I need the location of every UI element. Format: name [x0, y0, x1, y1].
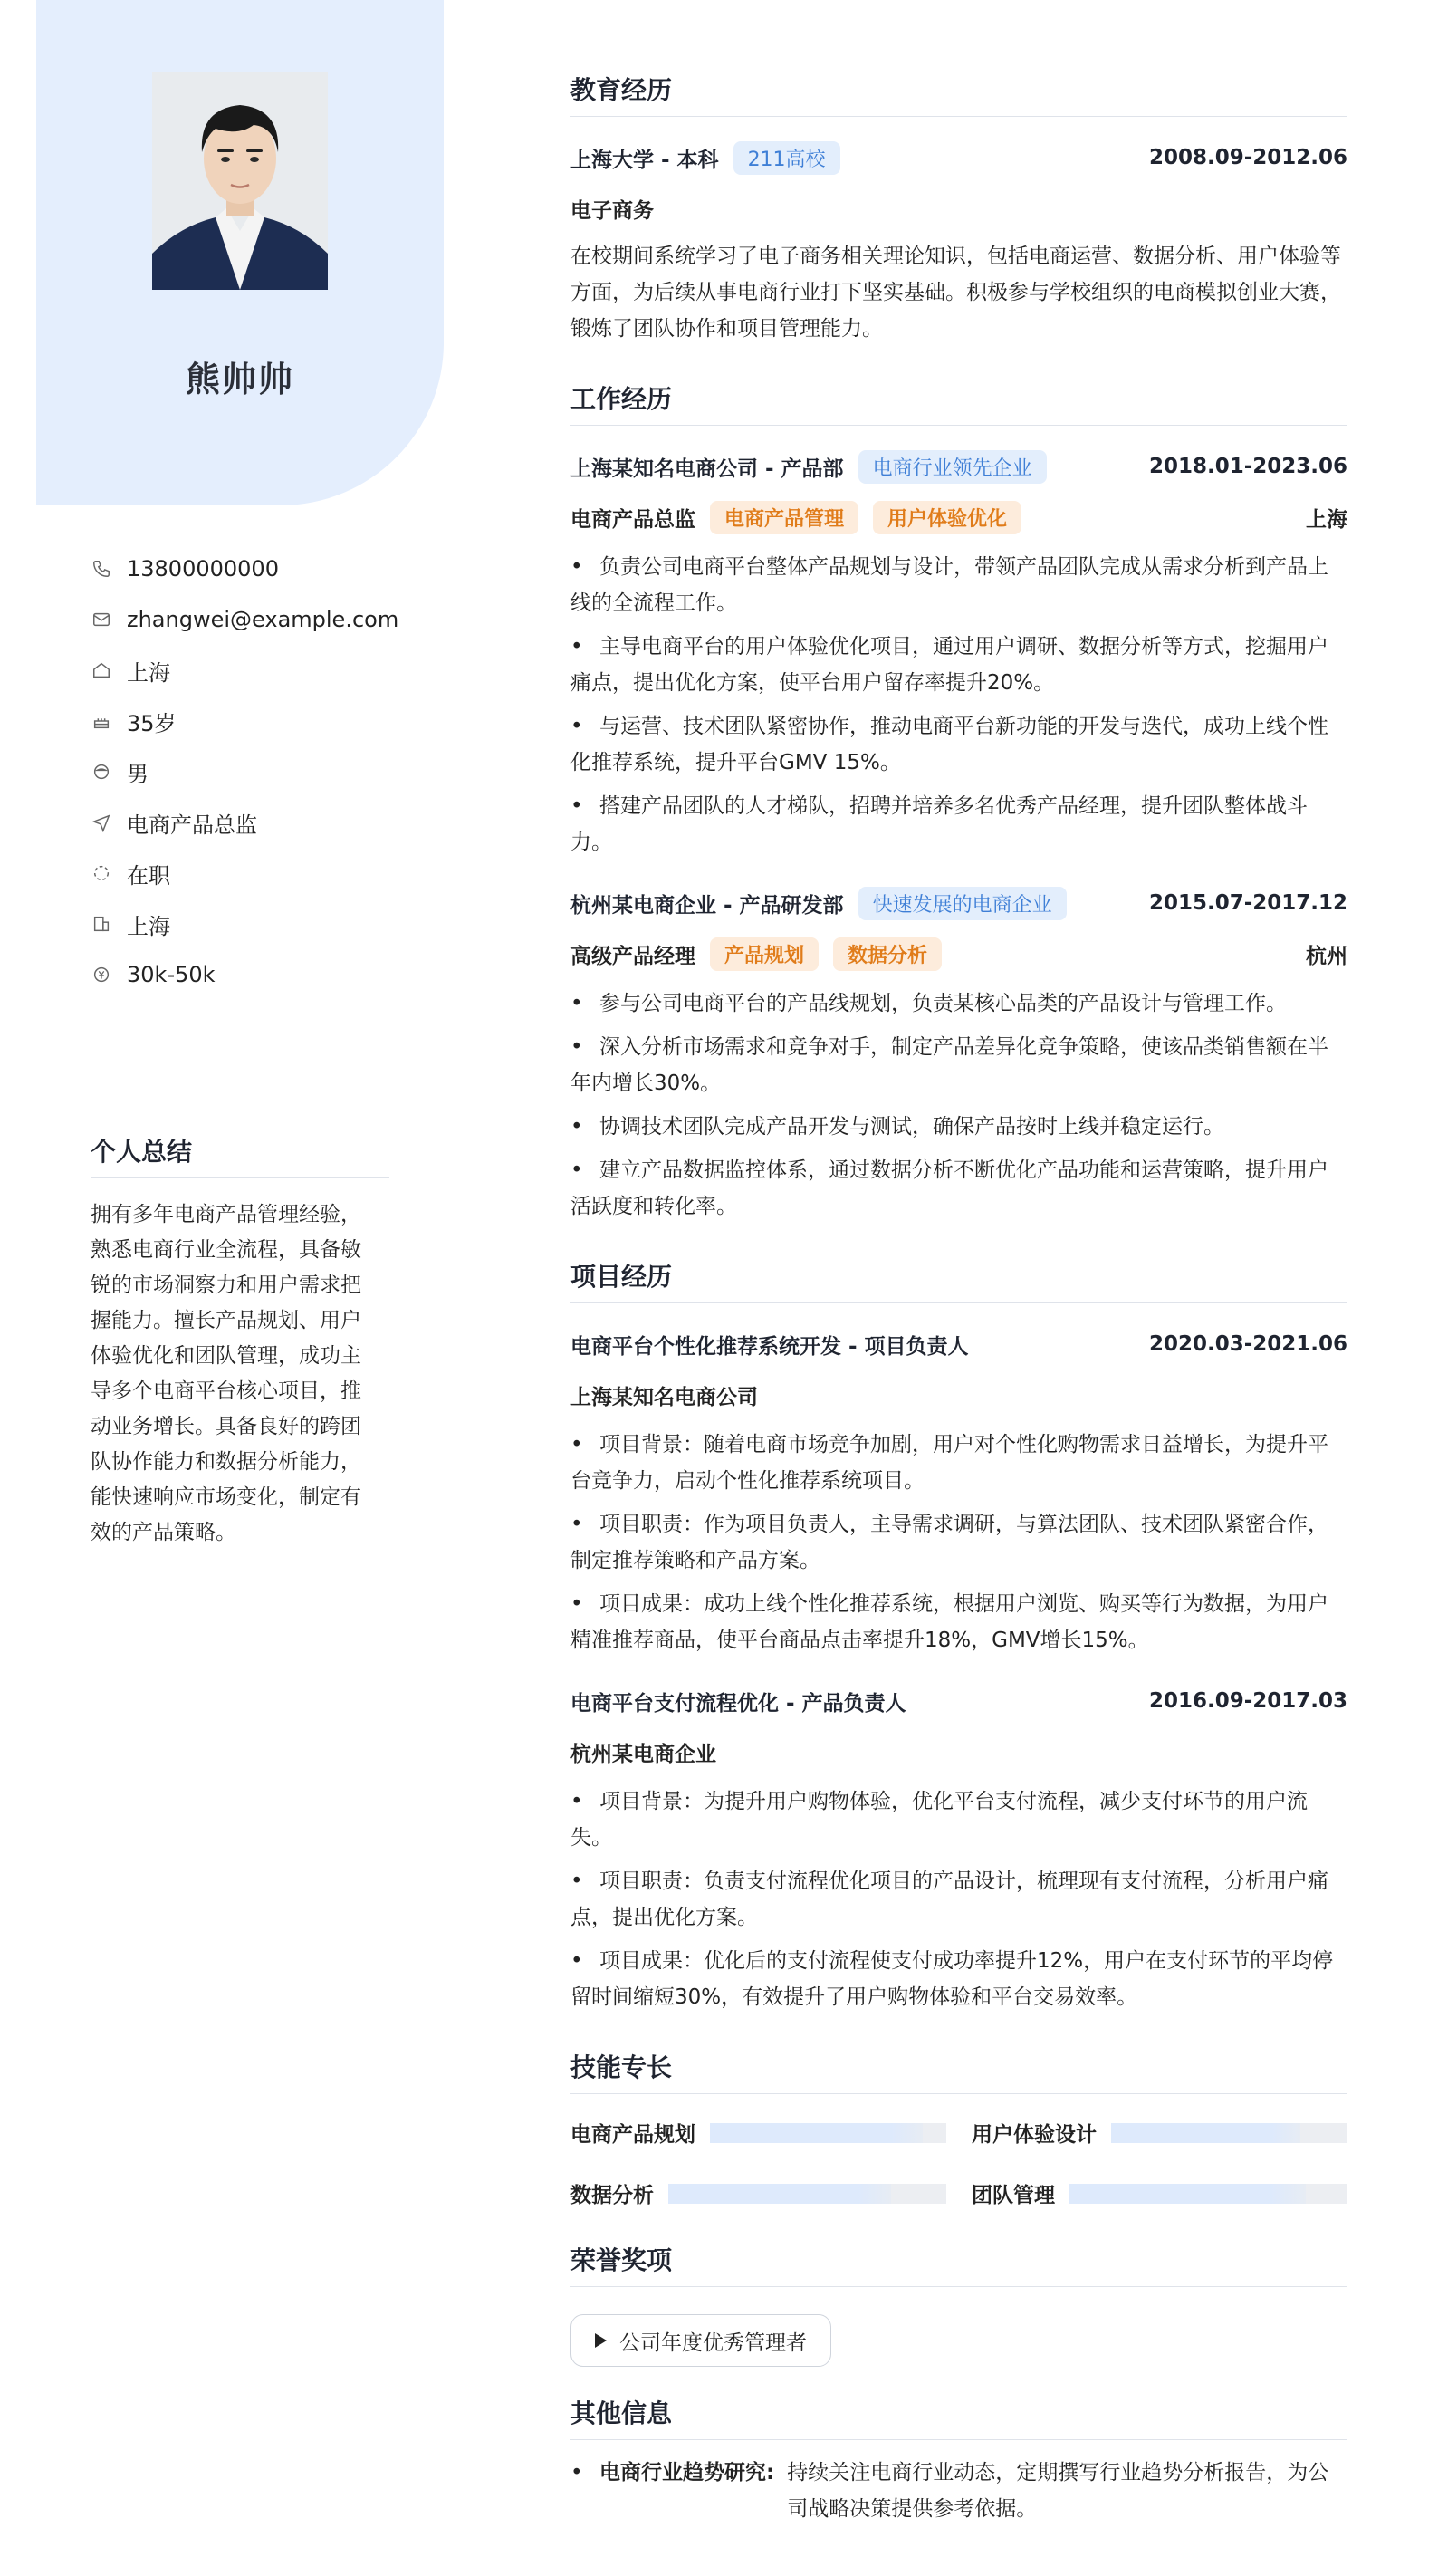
award-label: 公司年度优秀管理者 — [619, 2331, 807, 2355]
skills-title: 技能专长 — [570, 2048, 1347, 2094]
mail-icon — [91, 609, 112, 630]
play-triangle-icon — [595, 2333, 607, 2348]
education-header — [570, 140, 1347, 175]
status-icon — [91, 862, 112, 884]
work-skill-tag: 数据分析 — [833, 937, 942, 971]
skill-bar-fill — [668, 2184, 891, 2204]
work-company: 杭州某电商企业 - 产品研发部 — [570, 893, 844, 918]
contact-gender-text: 男 — [127, 761, 149, 787]
list-item: • 项目职责：作为项目负责人，主导需求调研，与算法团队、技术团队紧密合作，制定推荐策略和产品方案。 — [570, 1506, 1347, 1579]
work-role-row — [570, 500, 1347, 534]
contact-status — [91, 848, 389, 899]
contact-position — [91, 797, 389, 848]
project-item — [570, 1327, 1347, 1658]
list-item: • 深入分析市场需求和竞争对手，制定产品差异化竞争策略，使该品类销售额在半年内增长30%。 — [570, 1029, 1347, 1101]
phone-icon — [91, 558, 112, 580]
main-content — [570, 71, 1347, 2560]
skill-bar — [1069, 2184, 1347, 2204]
contact-phone-text: 13800000000 — [127, 556, 279, 582]
list-item: • 与运营、技术团队紧密协作，推动电商平台新功能的开发与迭代，成功上线个性化推荐系统，提升平台GMV 15%。 — [570, 708, 1347, 781]
work-item — [570, 886, 1347, 1225]
contact-location-text: 上海 — [127, 659, 170, 686]
work-title: 工作经历 — [570, 380, 1347, 426]
skill-name: 数据分析 — [570, 2184, 654, 2207]
work-item-header — [570, 886, 1347, 920]
other-item-value: 持续关注电商行业动态，定期撰写行业趋势分析报告，为公司战略决策提供参考依据。 — [787, 2461, 1329, 2521]
work-bullets — [570, 549, 1347, 860]
project-org-row — [570, 1378, 1347, 1412]
avatar-photo — [152, 72, 328, 290]
contact-city-text: 上海 — [127, 913, 170, 939]
project-bullets — [570, 1427, 1347, 1658]
work-company-tag: 电商行业领先企业 — [858, 450, 1047, 484]
work-skill-tag: 用户体验优化 — [873, 501, 1021, 534]
work-company-tag: 快速发展的电商企业 — [858, 887, 1067, 920]
list-item: • 建立产品数据监控体系，通过数据分析不断优化产品功能和运营策略，提升用户活跃度和转化率。 — [570, 1152, 1347, 1225]
work-role-row — [570, 937, 1347, 971]
work-item-header — [570, 449, 1347, 484]
education-desc: 在校期间系统学习了电子商务相关理论知识，包括电商运营、数据分析、用户体验等方面，为后续从事电商行业打下坚实基础。积极参与学校组织的电商模拟创业大赛，锻炼了团队协作和项目管理能力。 — [570, 245, 1341, 341]
skill-item — [972, 2178, 1347, 2208]
project-date: 2020.03-2021.06 — [1148, 1332, 1347, 1356]
building-icon — [91, 913, 112, 935]
project-org: 杭州某电商企业 — [570, 1742, 716, 1766]
education-date: 2008.09-2012.06 — [1148, 146, 1347, 169]
project-bullets — [570, 1783, 1347, 2015]
award-toggle-button[interactable] — [570, 2314, 831, 2367]
list-item: • 参与公司电商平台的产品线规划，负责某核心品类的产品设计与管理工作。 — [570, 985, 1347, 1022]
list-item: • 项目背景：为提升用户购物体验，优化平台支付流程，减少支付环节的用户流失。 — [570, 1783, 1347, 1856]
project-name: 电商平台支付流程优化 - 产品负责人 — [570, 1691, 906, 1716]
education-major: 电子商务 — [570, 198, 654, 223]
list-item: • 协调技术团队完成产品开发与测试，确保产品按时上线并稳定运行。 — [570, 1109, 1347, 1145]
list-item: • 项目成果：成功上线个性化推荐系统，根据用户浏览、购买等行为数据，为用户精准推荐商品，使平台商品点击率提升18%，GMV增长15%。 — [570, 1586, 1347, 1658]
work-item — [570, 449, 1347, 860]
work-skill-tag: 产品规划 — [710, 937, 819, 971]
project-org: 上海某知名电商公司 — [570, 1385, 758, 1409]
school-tag: 211高校 — [733, 141, 840, 175]
gender-icon — [91, 761, 112, 783]
other-item-key: 电商行业趋势研究: — [599, 2461, 775, 2485]
contact-city — [91, 899, 389, 949]
project-header — [570, 1684, 1347, 1718]
skill-bar — [668, 2184, 946, 2204]
project-org-row — [570, 1735, 1347, 1769]
education-title: 教育经历 — [570, 71, 1347, 117]
contact-email — [91, 594, 399, 645]
awards-section — [570, 2241, 1347, 2367]
avatar — [152, 72, 328, 290]
skill-bar-fill — [1069, 2184, 1306, 2204]
list-item: • 项目职责：负责支付流程优化项目的产品设计，梳理现有支付流程，分析用户痛点，提出优化方案。 — [570, 1863, 1347, 1936]
skill-bar — [1111, 2123, 1347, 2143]
work-section — [570, 380, 1347, 1225]
work-role: 电商产品总监 — [570, 507, 695, 532]
list-item: • 项目背景：随着电商市场竞争加剧，用户对个性化购物需求日益增长，为提升平台竞争力，启动个性化推荐系统项目。 — [570, 1427, 1347, 1499]
skill-bar-fill — [710, 2123, 923, 2143]
contact-age — [91, 696, 389, 746]
salary-icon — [91, 964, 112, 985]
contact-salary — [91, 949, 389, 1000]
contact-gender — [91, 746, 389, 797]
bullet: • — [570, 2461, 583, 2485]
skill-name: 用户体验设计 — [972, 2123, 1097, 2147]
other-title: 其他信息 — [570, 2394, 1347, 2440]
skill-bar — [710, 2123, 946, 2143]
contact-location — [91, 645, 389, 696]
skills-section — [570, 2048, 1347, 2208]
project-item — [570, 1684, 1347, 2015]
skill-item — [570, 2178, 946, 2208]
cake-icon — [91, 710, 112, 732]
list-item: • 搭建产品团队的人才梯队，招聘并培养多名优秀产品经理，提升团队整体战斗力。 — [570, 788, 1347, 860]
skill-item — [972, 2118, 1347, 2148]
project-date: 2016.09-2017.03 — [1148, 1689, 1347, 1713]
work-date: 2015.07-2017.12 — [1148, 891, 1347, 915]
awards-title: 荣誉奖项 — [570, 2241, 1347, 2287]
work-skill-tag: 电商产品管理 — [710, 501, 858, 534]
list-item: • 主导电商平台的用户体验优化项目，通过用户调研、数据分析等方式，挖掘用户痛点，提出优化方案，使平台用户留存率提升20%。 — [570, 629, 1347, 701]
work-bullets — [570, 985, 1347, 1225]
work-city: 杭州 — [1306, 944, 1347, 968]
project-name: 电商平台个性化推荐系统开发 - 项目负责人 — [570, 1334, 969, 1359]
work-city: 上海 — [1306, 507, 1347, 532]
summary-title: 个人总结 — [91, 1132, 389, 1178]
skills-grid — [570, 2118, 1347, 2208]
contact-age-text: 35岁 — [127, 710, 177, 736]
summary-text: 拥有多年电商产品管理经验，熟悉电商行业全流程，具备敏锐的市场洞察力和用户需求把握能力。擅长产品规划、用户体验优化和团队管理，成功主导多个电商平台核心项目，推动业务增长。具备良好的跨团队协作能力和数据分析能力，能快速响应市场变化，制定有效的产品策略。 — [91, 1203, 361, 1544]
home-icon — [91, 659, 112, 681]
skill-bar-fill — [1111, 2123, 1300, 2143]
projects-section — [570, 1257, 1347, 2015]
contact-phone — [91, 543, 389, 594]
work-company: 上海某知名电商公司 - 产品部 — [570, 457, 844, 481]
school-name: 上海大学 - 本科 — [570, 148, 719, 172]
other-item — [570, 2455, 1347, 2527]
work-role: 高级产品经理 — [570, 944, 695, 968]
skill-name: 电商产品规划 — [570, 2123, 695, 2147]
skill-name: 团队管理 — [972, 2184, 1055, 2207]
other-section — [570, 2394, 1347, 2527]
project-header — [570, 1327, 1347, 1361]
contact-position-text: 电商产品总监 — [127, 812, 257, 838]
list-item: • 负责公司电商平台整体产品规划与设计，带领产品团队完成从需求分析到产品上线的全流程工作。 — [570, 549, 1347, 621]
candidate-name: 熊帅帅 — [185, 360, 294, 399]
list-item: • 项目成果：优化后的支付流程使支付成功率提升12%，用户在支付环节的平均停留时间缩短30%，有效提升了用户购物体验和平台交易效率。 — [570, 1943, 1347, 2015]
work-date: 2018.01-2023.06 — [1148, 455, 1347, 478]
contact-list — [91, 543, 399, 1000]
education-major-row — [570, 191, 1347, 226]
skill-item — [570, 2118, 946, 2148]
projects-title: 项目经历 — [570, 1257, 1347, 1303]
contact-status-text: 在职 — [127, 862, 170, 889]
contact-email-text: zhangwei@example.com — [127, 607, 399, 632]
contact-salary-text: 30k-50k — [127, 962, 216, 987]
education-section — [570, 71, 1347, 347]
send-icon — [91, 812, 112, 833]
